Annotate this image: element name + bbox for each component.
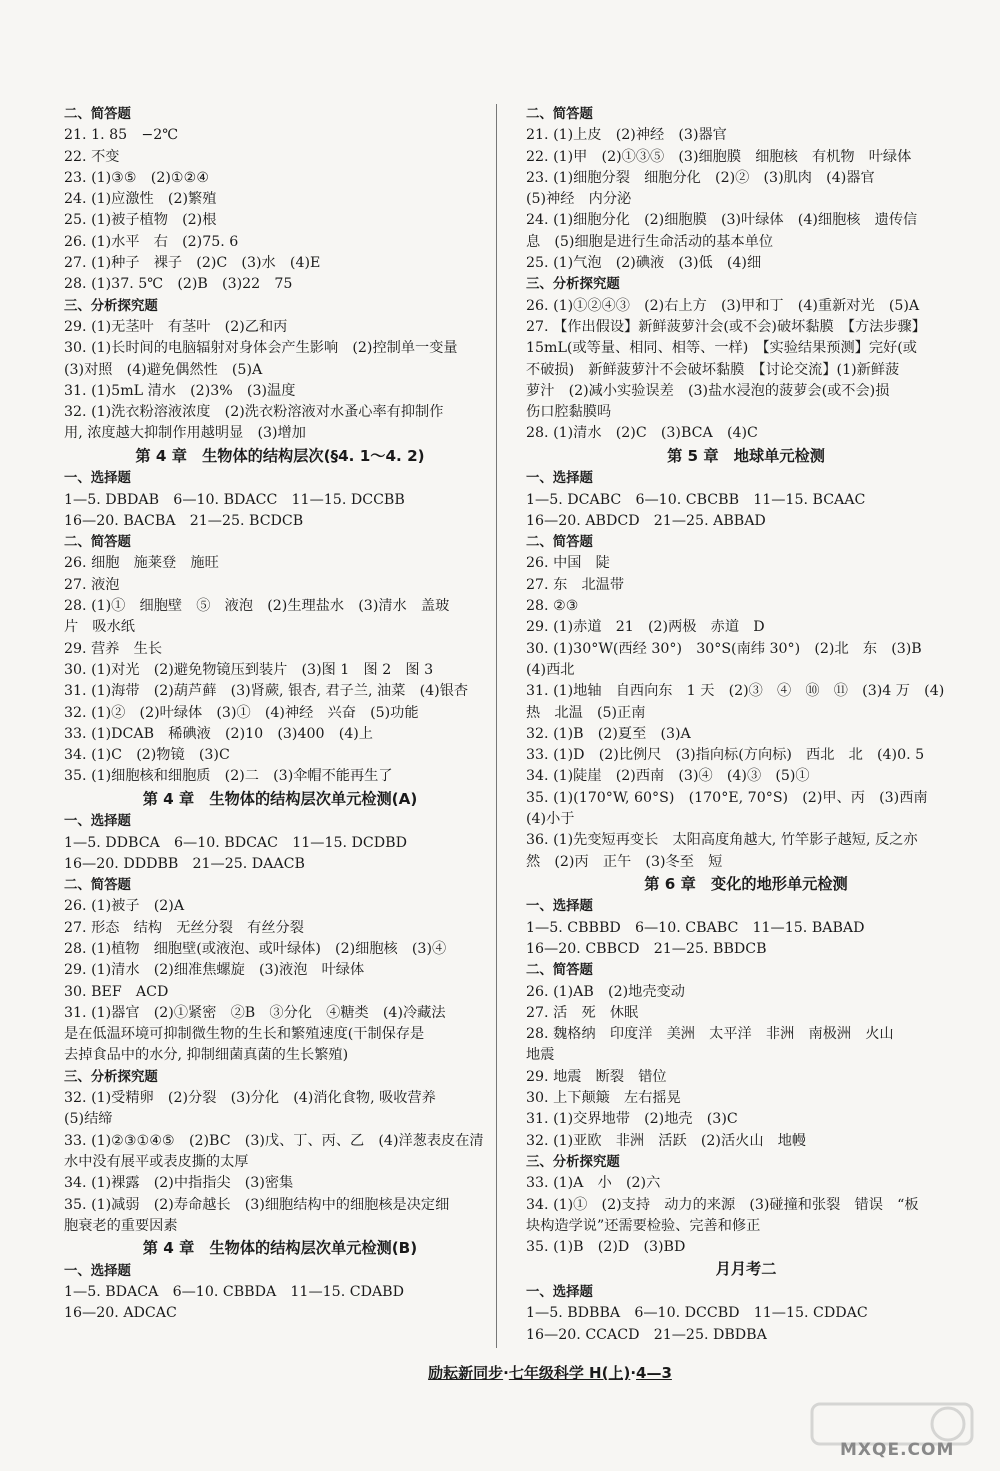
answer-line: 16—20. DDDBB 21—25. DAACB: [64, 855, 305, 872]
answer-line: (5)结缔: [64, 1111, 113, 1128]
section-heading: 二、简答题: [526, 107, 593, 122]
answer-line: 35. (1)(170°W, 60°S) (170°E, 70°S) (2)甲、丙 (3)西南: [526, 789, 928, 806]
answer-line: (5)神经 内分泌: [526, 191, 632, 208]
answer-line: 块构造学说”还需要检验、完善和修正: [526, 1217, 761, 1234]
answer-line: 16—20. CBBCD 21—25. BBDCB: [526, 940, 767, 957]
answer-line: 28. ②③: [526, 598, 579, 615]
answer-line: 21. (1)上皮 (2)神经 (3)器官: [526, 127, 727, 144]
answer-line: 25. (1)气泡 (2)碘液 (3)低 (4)细: [526, 255, 762, 272]
section-heading: 一、选择题: [64, 814, 131, 830]
answer-line: 31. (1)5mL 清水 (2)3% (3)温度: [64, 382, 296, 399]
section-heading: 二、简答题: [64, 878, 131, 894]
answer-line: 33. (1)A 小 (2)六: [526, 1175, 661, 1192]
answer-line: 27. 活 死 休眠: [526, 1004, 639, 1021]
answer-line: 1—5. DCABC 6—10. CBCBB 11—15. BCAAC: [526, 491, 866, 508]
section-heading: 三、分析探究题: [526, 277, 620, 293]
footer-page-number: 4—3: [636, 1364, 672, 1382]
answer-line: 26. 中国 陡: [526, 555, 610, 572]
answer-line: 27. 东 北温带: [526, 576, 625, 593]
answer-line: 33. (1)DCAB 稀碘液 (2)10 (3)400 (4)上: [64, 725, 373, 742]
answer-line: 1—5. CBBBD 6—10. CBABC 11—15. BABAD: [526, 919, 865, 936]
answer-line: 息 (5)细胞是进行生命活动的基本单位: [526, 233, 774, 250]
section-heading: 三、分析探究题: [64, 1069, 158, 1085]
chapter-heading: 月月考二: [715, 1260, 777, 1279]
answer-line: 30. (1)长时间的电脑辐射对身体会产生影响 (2)控制单一变量: [64, 340, 458, 357]
chapter-heading: 第 4 章 生物体的结构层次(§4. 1～4. 2): [135, 446, 425, 465]
section-heading: 一、选择题: [64, 1263, 131, 1279]
answer-line: 胞衰老的重要因素: [64, 1217, 178, 1234]
answer-line: 35. (1)细胞核和细胞质 (2)二 (3)伞帽不能再生了: [64, 768, 393, 785]
answer-line: 31. (1)海带 (2)葫芦藓 (3)肾蕨, 银杏, 君子兰, 油菜 (4)银杏: [64, 683, 469, 700]
answer-line: 35. (1)减弱 (2)寿命越长 (3)细胞结构中的细胞核是决定细: [64, 1196, 450, 1213]
answer-line: 水中没有展平或表皮撕的太厚: [64, 1153, 249, 1170]
answer-line: 1—5. DDBCA 6—10. BDCAC 11—15. DCDBD: [64, 834, 407, 851]
section-heading: 三、分析探究题: [526, 1154, 620, 1170]
answer-line: 32. (1)洗衣粉溶液浓度 (2)洗衣粉溶液对水蚤心率有抑制作: [64, 404, 444, 421]
section-heading: 二、简答题: [526, 535, 593, 551]
answer-line: 伤口腔黏膜吗: [526, 404, 612, 421]
answer-line: 28. (1)① 细胞壁 ⑤ 液泡 (2)生理盐水 (3)清水 盖玻: [64, 598, 450, 615]
answer-line: 30. (1)对光 (2)避免物镜压到装片 (3)图 1 图 2 图 3: [64, 661, 434, 678]
answer-line: 26. (1)被子 (2)A: [64, 898, 185, 915]
answer-line: 26. (1)①②④③ (2)右上方 (3)甲和丁 (4)重新对光 (5)A: [526, 297, 920, 314]
answer-line: 27. (1)种子 裸子 (2)C (3)水 (4)E: [64, 255, 321, 272]
answer-line: 27. 液泡: [64, 576, 120, 593]
answer-line: 地震: [526, 1047, 555, 1064]
answer-line: 31. (1)地轴 自西向东 1 天 (2)③ ④ ⑩ ⑪ (3)4 万 (4): [526, 683, 945, 700]
answer-line: 32. (1)B (2)夏至 (3)A: [526, 725, 691, 742]
answer-line: 32. (1)② (2)叶绿体 (3)① (4)神经 兴奋 (5)功能: [64, 704, 419, 721]
answer-line: (3)对照 (4)避免偶然性 (5)A: [64, 361, 263, 378]
answer-line: 30. 上下颠簸 左右摇晃: [526, 1090, 681, 1107]
answer-line: 26. 细胞 施莱登 施旺: [64, 555, 219, 572]
answer-line: 1—5. BDACA 6—10. CBBDA 11—15. CDABD: [64, 1283, 404, 1300]
answer-line: 31. (1)交界地带 (2)地壳 (3)C: [526, 1111, 738, 1128]
answer-line: 29. 地震 断裂 错位: [526, 1068, 667, 1085]
answer-line: (4)西北: [526, 661, 575, 678]
section-heading: 一、选择题: [64, 471, 131, 487]
answer-line: (4)小于: [526, 811, 575, 827]
section-heading: 一、选择题: [526, 471, 593, 487]
answer-line: 32. (1)亚欧 非洲 活跃 (2)活火山 地幔: [526, 1132, 807, 1149]
answer-line: 15mL(或等量、相同、相等、一样) 【实验结果预测】完好(或: [526, 340, 917, 357]
answer-line: 29. (1)赤道 21 (2)两极 赤道 D: [526, 619, 765, 636]
answer-line: 不破损) 新鲜菠萝汁不会破坏黏膜 【讨论交流】(1)新鲜菠: [526, 361, 900, 378]
answer-line: 30. BEF ACD: [64, 983, 169, 1000]
answer-line: 16—20. CCACD 21—25. DBDBA: [526, 1326, 767, 1343]
answer-line: 26. (1)水平 右 (2)75. 6: [64, 233, 239, 250]
answer-line: 31. (1)器官 (2)①紧密 ②B ③分化 ④糖类 (4)冷藏法: [64, 1004, 446, 1021]
right-column: [526, 104, 966, 1346]
answer-line: 33. (1)②③①④⑤ (2)BC (3)戊、丁、丙、乙 (4)洋葱表皮在清: [64, 1132, 484, 1149]
section-heading: 三、分析探究题: [64, 298, 158, 314]
answer-line: 34. (1)C (2)物镜 (3)C: [64, 747, 230, 764]
answer-line: 28. (1)清水 (2)C (3)BCA (4)C: [526, 425, 758, 442]
chapter-heading: 第 4 章 生物体的结构层次单元检测(B): [142, 1239, 418, 1258]
section-heading: 二、简答题: [526, 963, 593, 979]
answer-line: 16—20. ABDCD 21—25. ABBAD: [526, 512, 766, 529]
answer-line: 片 吸水纸: [64, 619, 135, 636]
answer-line: 23. (1)③⑤ (2)①②④: [64, 169, 210, 186]
section-heading: 一、选择题: [526, 899, 593, 915]
section-heading: 二、简答题: [64, 535, 131, 551]
answer-line: 35. (1)B (2)D (3)BD: [526, 1239, 686, 1256]
answer-line: 24. (1)细胞分化 (2)细胞膜 (3)叶绿体 (4)细胞核 遗传信: [526, 212, 918, 229]
answer-line: 28. (1)植物 细胞壁(或液泡、或叶绿体) (2)细胞核 (3)④: [64, 940, 447, 957]
answer-line: 去掉食品中的水分, 抑制细菌真菌的生长繁殖): [64, 1047, 349, 1064]
footer-brand: 励耘新同步: [428, 1364, 504, 1382]
answer-line: 34. (1)① (2)支持 动力的来源 (3)碰撞和张裂 错误 “板: [526, 1196, 919, 1213]
answer-line: 1—5. BDBBA 6—10. DCCBD 11—15. CDDAC: [526, 1305, 868, 1322]
section-heading: 二、简答题: [64, 107, 131, 122]
answer-line: 16—20. ADCAC: [64, 1305, 177, 1322]
section-heading: 一、选择题: [526, 1284, 593, 1300]
answer-line: 32. (1)受精卵 (2)分裂 (3)分化 (4)消化食物, 吸收营养: [64, 1090, 436, 1107]
answer-line: 27. 形态 结构 无丝分裂 有丝分裂: [64, 919, 304, 936]
answer-line: 25. (1)被子植物 (2)根: [64, 212, 217, 229]
left-column: [64, 104, 497, 1348]
answer-line: 28. 魏格纳 印度洋 美洲 太平洋 非洲 南极洲 火山: [526, 1026, 894, 1043]
answer-line: 是在低温环境可抑制微生物的生长和繁殖速度(干制保存是: [64, 1026, 425, 1043]
footer-subject: 七年级科学 H(上): [508, 1364, 631, 1382]
chapter-heading: 第 5 章 地球单元检测: [667, 446, 825, 465]
answer-line: 24. (1)应激性 (2)繁殖: [64, 191, 217, 208]
answer-line: 然 (2)丙 正午 (3)冬至 短: [526, 853, 723, 870]
answer-line: 27. 【作出假设】新鲜菠萝汁会(或不会)破坏黏膜 【方法步骤】: [526, 318, 926, 335]
answer-line: 22. (1)甲 (2)①③⑤ (3)细胞膜 细胞核 有机物 叶绿体: [526, 148, 912, 165]
answer-line: 萝汁 (2)减小实验误差 (3)盐水浸泡的菠萝会(或不会)损: [526, 382, 890, 399]
answer-line: 29. (1)清水 (2)细准焦螺旋 (3)液泡 叶绿体: [64, 962, 365, 979]
answer-line: 用, 浓度越大抑制作用越明显 (3)增加: [64, 425, 306, 442]
answer-line: 29. (1)无茎叶 有茎叶 (2)乙和丙: [64, 318, 288, 335]
answer-line: 34. (1)裸露 (2)中指指尖 (3)密集: [64, 1175, 294, 1192]
answer-line: 26. (1)AB (2)地壳变动: [526, 983, 685, 1000]
answer-line: 22. 不变: [64, 148, 120, 165]
answer-line: 23. (1)细胞分裂 细胞分化 (2)② (3)肌肉 (4)器官: [526, 169, 875, 186]
answer-line: 29. 营养 生长: [64, 640, 163, 657]
page-footer: 励耘新同步·七年级科学 H(上)·4—3: [428, 1364, 672, 1382]
answer-line: 30. (1)30°W(西经 30°) 30°S(南纬 30°) (2)北 东 (3)B: [526, 640, 922, 657]
answer-line: 36. (1)先变短再变长 太阳高度角越大, 竹竿影子越短, 反之亦: [526, 832, 918, 849]
chapter-heading: 第 4 章 生物体的结构层次单元检测(A): [142, 789, 418, 808]
chapter-heading: 第 6 章 变化的地形单元检测: [644, 874, 848, 893]
answer-line: 33. (1)D (2)比例尺 (3)指向标(方向标) 西北 北 (4)0. 5: [526, 747, 925, 764]
answer-line: 热 北温 (5)正南: [526, 704, 646, 721]
answer-line: 21. 1. 85 −2℃: [64, 127, 179, 144]
answer-line: 34. (1)陡崖 (2)西南 (3)④ (4)③ (5)①: [526, 768, 810, 785]
answer-line: 28. (1)37. 5℃ (2)B (3)22 75: [64, 276, 293, 293]
answer-line: 16—20. BACBA 21—25. BCDCB: [64, 512, 304, 529]
watermark-text: MXQE.COM: [840, 1440, 955, 1460]
answer-line: 1—5. DBDAB 6—10. BDACC 11—15. DCCBB: [64, 491, 405, 508]
